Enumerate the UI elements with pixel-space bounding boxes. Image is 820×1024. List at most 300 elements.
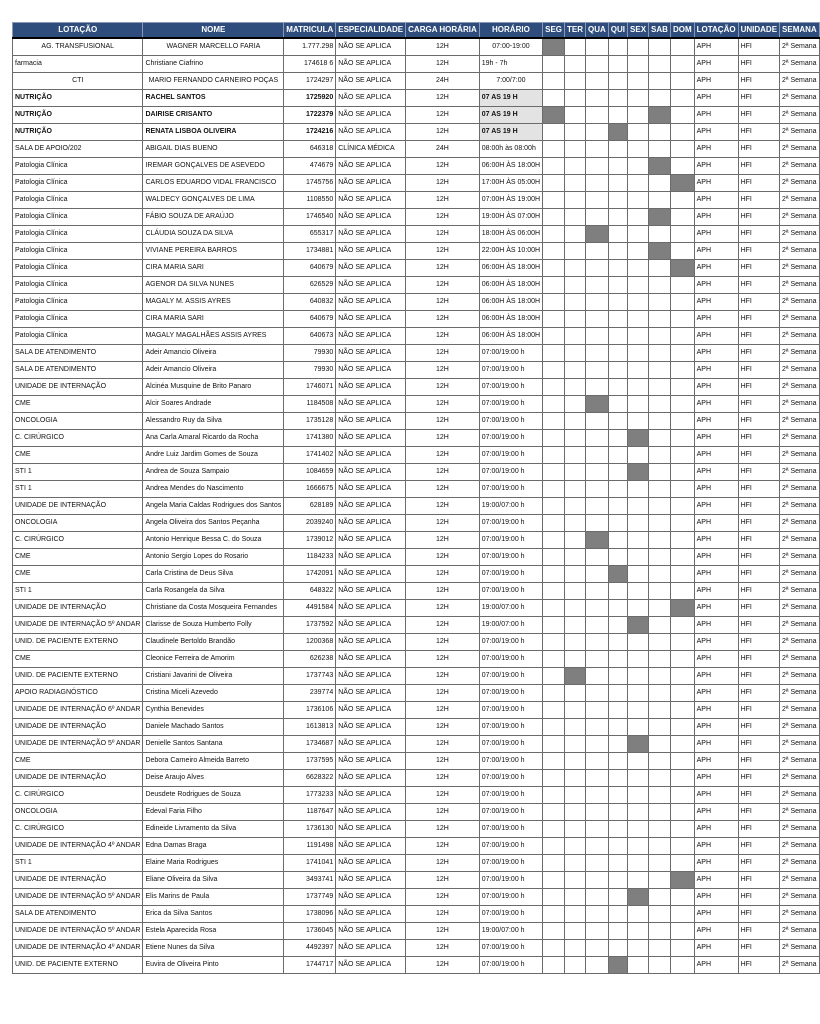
cell-matricula[interactable]: 1736106 (284, 702, 336, 719)
cell-matricula[interactable]: 1742091 (284, 566, 336, 583)
cell-especialidade[interactable]: NÃO SE APLICA (336, 532, 406, 549)
cell-day-qui[interactable] (608, 158, 627, 175)
cell-especialidade[interactable]: NÃO SE APLICA (336, 753, 406, 770)
cell-day-qui[interactable] (608, 855, 627, 872)
cell-lotacao-2[interactable]: APH (694, 957, 738, 974)
cell-lotacao-2[interactable]: APH (694, 889, 738, 906)
cell-day-ter[interactable] (565, 38, 586, 56)
cell-especialidade[interactable]: NÃO SE APLICA (336, 175, 406, 192)
cell-unidade[interactable]: HFI (738, 175, 779, 192)
cell-day-sab[interactable] (649, 447, 671, 464)
cell-especialidade[interactable]: NÃO SE APLICA (336, 209, 406, 226)
cell-especialidade[interactable]: NÃO SE APLICA (336, 923, 406, 940)
cell-especialidade[interactable]: NÃO SE APLICA (336, 685, 406, 702)
cell-day-sex[interactable] (628, 209, 649, 226)
cell-day-qua[interactable] (586, 685, 609, 702)
cell-day-seg[interactable] (543, 481, 565, 498)
cell-day-seg[interactable] (543, 906, 565, 923)
cell-day-qua[interactable] (586, 311, 609, 328)
cell-unidade[interactable]: HFI (738, 940, 779, 957)
cell-unidade[interactable]: HFI (738, 855, 779, 872)
cell-semana[interactable]: 2ª Semana (780, 566, 820, 583)
cell-carga-horaria[interactable]: 12H (406, 345, 480, 362)
cell-day-sab[interactable] (649, 345, 671, 362)
cell-day-sab[interactable] (649, 379, 671, 396)
cell-day-seg[interactable] (543, 362, 565, 379)
table-row[interactable] (13, 668, 820, 685)
cell-semana[interactable]: 2ª Semana (780, 651, 820, 668)
cell-day-qui[interactable] (608, 668, 627, 685)
cell-day-sab[interactable] (649, 787, 671, 804)
cell-matricula[interactable]: 1739012 (284, 532, 336, 549)
table-row[interactable] (13, 56, 820, 73)
cell-day-sex[interactable] (628, 481, 649, 498)
cell-unidade[interactable]: HFI (738, 821, 779, 838)
cell-day-sex[interactable] (628, 243, 649, 260)
cell-lotacao-2[interactable]: APH (694, 243, 738, 260)
cell-day-qua[interactable] (586, 872, 609, 889)
cell-semana[interactable]: 2ª Semana (780, 838, 820, 855)
cell-lotacao[interactable]: Patologia Clínica (13, 294, 143, 311)
cell-semana[interactable]: 2ª Semana (780, 532, 820, 549)
cell-day-dom[interactable] (670, 600, 694, 617)
cell-day-sab[interactable] (649, 753, 671, 770)
cell-day-sab[interactable] (649, 770, 671, 787)
cell-matricula[interactable]: 1737592 (284, 617, 336, 634)
cell-lotacao[interactable]: SALA DE ATENDIMENTO (13, 345, 143, 362)
cell-day-dom[interactable] (670, 124, 694, 141)
cell-especialidade[interactable]: NÃO SE APLICA (336, 787, 406, 804)
cell-nome[interactable]: Christiane Ciafrino (143, 56, 284, 73)
cell-carga-horaria[interactable]: 12H (406, 158, 480, 175)
cell-day-sex[interactable] (628, 430, 649, 447)
table-row[interactable] (13, 719, 820, 736)
cell-day-sex[interactable] (628, 617, 649, 634)
cell-unidade[interactable]: HFI (738, 617, 779, 634)
cell-day-qua[interactable] (586, 481, 609, 498)
cell-horario[interactable]: 07:00/19:00 h (479, 770, 542, 787)
cell-lotacao-2[interactable]: APH (694, 753, 738, 770)
cell-day-dom[interactable] (670, 668, 694, 685)
cell-day-ter[interactable] (565, 838, 586, 855)
cell-carga-horaria[interactable]: 12H (406, 923, 480, 940)
cell-especialidade[interactable]: NÃO SE APLICA (336, 838, 406, 855)
cell-lotacao[interactable]: CME (13, 566, 143, 583)
table-row[interactable] (13, 209, 820, 226)
cell-day-dom[interactable] (670, 549, 694, 566)
cell-carga-horaria[interactable]: 12H (406, 515, 480, 532)
cell-day-dom[interactable] (670, 957, 694, 974)
cell-horario[interactable]: 19h - 7h (479, 56, 542, 73)
cell-day-qui[interactable] (608, 872, 627, 889)
cell-day-qui[interactable] (608, 379, 627, 396)
cell-day-sex[interactable] (628, 124, 649, 141)
cell-lotacao[interactable]: NUTRIÇÃO (13, 107, 143, 124)
cell-semana[interactable]: 2ª Semana (780, 209, 820, 226)
cell-carga-horaria[interactable]: 12H (406, 413, 480, 430)
cell-matricula[interactable]: 1736045 (284, 923, 336, 940)
cell-day-ter[interactable] (565, 481, 586, 498)
cell-especialidade[interactable]: NÃO SE APLICA (336, 379, 406, 396)
cell-matricula[interactable]: 1737743 (284, 668, 336, 685)
table-row[interactable] (13, 532, 820, 549)
cell-lotacao[interactable]: ONCOLOGIA (13, 413, 143, 430)
cell-carga-horaria[interactable]: 12H (406, 906, 480, 923)
cell-day-sex[interactable] (628, 923, 649, 940)
cell-day-sab[interactable] (649, 430, 671, 447)
cell-day-dom[interactable] (670, 498, 694, 515)
table-row[interactable] (13, 73, 820, 90)
cell-unidade[interactable]: HFI (738, 73, 779, 90)
cell-lotacao[interactable]: STI 1 (13, 464, 143, 481)
cell-nome[interactable]: Andre Luiz Jardim Gomes de Souza (143, 447, 284, 464)
cell-horario[interactable]: 07:00/19:00 h (479, 940, 542, 957)
cell-day-dom[interactable] (670, 872, 694, 889)
cell-horario[interactable]: 07:00/19:00 h (479, 464, 542, 481)
cell-nome[interactable]: Alcir Soares Andrade (143, 396, 284, 413)
col-carga-horaria[interactable]: CARGA HORÁRIA (406, 23, 480, 39)
cell-day-qui[interactable] (608, 447, 627, 464)
cell-horario[interactable]: 07 AS 19 H (479, 124, 542, 141)
cell-day-seg[interactable] (543, 821, 565, 838)
cell-lotacao-2[interactable]: APH (694, 38, 738, 56)
table-row[interactable] (13, 940, 820, 957)
cell-unidade[interactable]: HFI (738, 158, 779, 175)
cell-lotacao-2[interactable]: APH (694, 464, 738, 481)
cell-lotacao[interactable]: farmacia (13, 56, 143, 73)
cell-carga-horaria[interactable]: 12H (406, 362, 480, 379)
cell-especialidade[interactable]: CLÍNICA MÉDICA (336, 141, 406, 158)
cell-especialidade[interactable]: NÃO SE APLICA (336, 481, 406, 498)
table-row[interactable] (13, 124, 820, 141)
cell-carga-horaria[interactable]: 12H (406, 124, 480, 141)
cell-unidade[interactable]: HFI (738, 668, 779, 685)
cell-lotacao-2[interactable]: APH (694, 73, 738, 90)
cell-carga-horaria[interactable]: 12H (406, 311, 480, 328)
cell-day-seg[interactable] (543, 430, 565, 447)
cell-matricula[interactable]: 1745756 (284, 175, 336, 192)
cell-horario[interactable]: 07:00/19:00 h (479, 583, 542, 600)
table-row[interactable] (13, 396, 820, 413)
cell-day-dom[interactable] (670, 73, 694, 90)
cell-nome[interactable]: DAIRISE CRISANTO (143, 107, 284, 124)
cell-day-qui[interactable] (608, 821, 627, 838)
cell-lotacao-2[interactable]: APH (694, 277, 738, 294)
table-row[interactable] (13, 328, 820, 345)
cell-horario[interactable]: 07:00/19:00 h (479, 753, 542, 770)
cell-day-seg[interactable] (543, 889, 565, 906)
cell-especialidade[interactable]: NÃO SE APLICA (336, 651, 406, 668)
cell-unidade[interactable]: HFI (738, 566, 779, 583)
cell-especialidade[interactable]: NÃO SE APLICA (336, 498, 406, 515)
table-row[interactable] (13, 549, 820, 566)
cell-day-dom[interactable] (670, 566, 694, 583)
cell-nome[interactable]: Deise Araujo Alves (143, 770, 284, 787)
cell-day-sex[interactable] (628, 396, 649, 413)
cell-day-sab[interactable] (649, 736, 671, 753)
cell-matricula[interactable]: 1200368 (284, 634, 336, 651)
cell-matricula[interactable]: 1184508 (284, 396, 336, 413)
cell-day-qua[interactable] (586, 107, 609, 124)
cell-semana[interactable]: 2ª Semana (780, 226, 820, 243)
cell-matricula[interactable]: 1734881 (284, 243, 336, 260)
cell-unidade[interactable]: HFI (738, 430, 779, 447)
cell-nome[interactable]: Christiane da Costa Mosqueira Fernandes (143, 600, 284, 617)
cell-nome[interactable]: IREMAR GONÇALVES DE ASEVEDO (143, 158, 284, 175)
cell-day-sab[interactable] (649, 600, 671, 617)
cell-semana[interactable]: 2ª Semana (780, 634, 820, 651)
cell-lotacao-2[interactable]: APH (694, 107, 738, 124)
cell-day-ter[interactable] (565, 617, 586, 634)
cell-unidade[interactable]: HFI (738, 243, 779, 260)
cell-day-dom[interactable] (670, 685, 694, 702)
cell-day-qui[interactable] (608, 481, 627, 498)
cell-semana[interactable]: 2ª Semana (780, 872, 820, 889)
cell-day-qui[interactable] (608, 141, 627, 158)
cell-day-sab[interactable] (649, 634, 671, 651)
cell-day-sex[interactable] (628, 38, 649, 56)
cell-day-sex[interactable] (628, 515, 649, 532)
cell-day-sex[interactable] (628, 498, 649, 515)
cell-day-seg[interactable] (543, 498, 565, 515)
cell-lotacao[interactable]: ONCOLOGIA (13, 515, 143, 532)
cell-horario[interactable]: 07:00/19:00 h (479, 447, 542, 464)
cell-day-dom[interactable] (670, 328, 694, 345)
cell-day-qui[interactable] (608, 804, 627, 821)
cell-semana[interactable]: 2ª Semana (780, 158, 820, 175)
cell-lotacao-2[interactable]: APH (694, 566, 738, 583)
cell-lotacao[interactable]: Patologia Clínica (13, 175, 143, 192)
cell-unidade[interactable]: HFI (738, 804, 779, 821)
cell-day-ter[interactable] (565, 770, 586, 787)
cell-day-sab[interactable] (649, 532, 671, 549)
cell-day-qui[interactable] (608, 923, 627, 940)
cell-horario[interactable]: 06:00H ÀS 18:00H (479, 260, 542, 277)
cell-day-sex[interactable] (628, 736, 649, 753)
cell-horario[interactable]: 07:00/19:00 h (479, 668, 542, 685)
cell-day-qui[interactable] (608, 192, 627, 209)
cell-day-seg[interactable] (543, 753, 565, 770)
col-seg[interactable]: SEG (543, 23, 565, 39)
cell-day-dom[interactable] (670, 583, 694, 600)
table-row[interactable] (13, 345, 820, 362)
cell-day-seg[interactable] (543, 38, 565, 56)
cell-horario[interactable]: 06:00H ÀS 18:00H (479, 294, 542, 311)
cell-semana[interactable]: 2ª Semana (780, 583, 820, 600)
cell-day-qua[interactable] (586, 430, 609, 447)
cell-lotacao-2[interactable]: APH (694, 345, 738, 362)
cell-semana[interactable]: 2ª Semana (780, 90, 820, 107)
cell-horario[interactable]: 18:00H ÀS 06:00H (479, 226, 542, 243)
col-unidade[interactable]: UNIDADE (738, 23, 779, 39)
cell-day-qui[interactable] (608, 328, 627, 345)
table-row[interactable] (13, 311, 820, 328)
cell-lotacao[interactable]: UNIDADE DE INTERNAÇÃO 4º ANDAR (13, 940, 143, 957)
cell-semana[interactable]: 2ª Semana (780, 447, 820, 464)
cell-horario[interactable]: 08:00h às 08:00h (479, 141, 542, 158)
cell-matricula[interactable]: 4491584 (284, 600, 336, 617)
cell-day-dom[interactable] (670, 617, 694, 634)
cell-matricula[interactable]: 640679 (284, 311, 336, 328)
cell-matricula[interactable]: 6628322 (284, 770, 336, 787)
cell-lotacao-2[interactable]: APH (694, 515, 738, 532)
cell-lotacao[interactable]: CTI (13, 73, 143, 90)
cell-lotacao[interactable]: UNIDADE DE INTERNAÇÃO 5º ANDAR (13, 889, 143, 906)
cell-day-qui[interactable] (608, 600, 627, 617)
cell-carga-horaria[interactable]: 12H (406, 617, 480, 634)
cell-nome[interactable]: Estela Aparecida Rosa (143, 923, 284, 940)
cell-day-qua[interactable] (586, 90, 609, 107)
table-row[interactable] (13, 294, 820, 311)
cell-unidade[interactable]: HFI (738, 719, 779, 736)
cell-lotacao[interactable]: CME (13, 447, 143, 464)
cell-matricula[interactable]: 1737595 (284, 753, 336, 770)
cell-nome[interactable]: ABIGAIL DIAS BUENO (143, 141, 284, 158)
cell-especialidade[interactable]: NÃO SE APLICA (336, 328, 406, 345)
cell-lotacao-2[interactable]: APH (694, 923, 738, 940)
table-row[interactable] (13, 107, 820, 124)
cell-nome[interactable]: FÁBIO SOUZA DE ARAÚJO (143, 209, 284, 226)
cell-day-sab[interactable] (649, 175, 671, 192)
cell-especialidade[interactable]: NÃO SE APLICA (336, 345, 406, 362)
cell-nome[interactable]: Adeir Amancio Oliveira (143, 362, 284, 379)
cell-lotacao[interactable]: UNIDADE DE INTERNAÇÃO (13, 770, 143, 787)
cell-day-qui[interactable] (608, 515, 627, 532)
col-ter[interactable]: TER (565, 23, 586, 39)
cell-day-qua[interactable] (586, 362, 609, 379)
cell-matricula[interactable]: 1.777.298 (284, 38, 336, 56)
cell-day-ter[interactable] (565, 328, 586, 345)
cell-lotacao[interactable]: UNIDADE DE INTERNAÇÃO (13, 872, 143, 889)
cell-day-ter[interactable] (565, 141, 586, 158)
cell-day-sex[interactable] (628, 379, 649, 396)
cell-unidade[interactable]: HFI (738, 872, 779, 889)
cell-day-seg[interactable] (543, 549, 565, 566)
cell-nome[interactable]: Carla Cristina de Deus Silva (143, 566, 284, 583)
table-row[interactable] (13, 634, 820, 651)
cell-unidade[interactable]: HFI (738, 447, 779, 464)
cell-day-seg[interactable] (543, 56, 565, 73)
cell-day-sab[interactable] (649, 872, 671, 889)
cell-especialidade[interactable]: NÃO SE APLICA (336, 56, 406, 73)
cell-semana[interactable]: 2ª Semana (780, 600, 820, 617)
table-row[interactable] (13, 770, 820, 787)
cell-lotacao-2[interactable]: APH (694, 141, 738, 158)
cell-nome[interactable]: Claudinele Bertoldo Brandão (143, 634, 284, 651)
table-row[interactable] (13, 243, 820, 260)
cell-nome[interactable]: Carla Rosangela da Silva (143, 583, 284, 600)
cell-lotacao-2[interactable]: APH (694, 192, 738, 209)
cell-day-dom[interactable] (670, 889, 694, 906)
cell-day-sex[interactable] (628, 311, 649, 328)
cell-day-sab[interactable] (649, 141, 671, 158)
cell-day-qui[interactable] (608, 753, 627, 770)
table-row[interactable] (13, 362, 820, 379)
cell-carga-horaria[interactable]: 12H (406, 294, 480, 311)
cell-matricula[interactable]: 640673 (284, 328, 336, 345)
cell-day-sex[interactable] (628, 940, 649, 957)
cell-matricula[interactable]: 1613813 (284, 719, 336, 736)
cell-lotacao[interactable]: C. CIRÚRGICO (13, 821, 143, 838)
cell-lotacao-2[interactable]: APH (694, 311, 738, 328)
cell-day-qui[interactable] (608, 243, 627, 260)
cell-semana[interactable]: 2ª Semana (780, 957, 820, 974)
cell-day-qua[interactable] (586, 192, 609, 209)
cell-day-seg[interactable] (543, 209, 565, 226)
cell-carga-horaria[interactable]: 12H (406, 107, 480, 124)
cell-horario[interactable]: 07:00/19:00 h (479, 838, 542, 855)
cell-nome[interactable]: Euvira de Oliveira Pinto (143, 957, 284, 974)
cell-semana[interactable]: 2ª Semana (780, 617, 820, 634)
cell-day-ter[interactable] (565, 532, 586, 549)
cell-day-qua[interactable] (586, 260, 609, 277)
cell-day-sab[interactable] (649, 940, 671, 957)
cell-horario[interactable]: 19:00H ÀS 07:00H (479, 209, 542, 226)
cell-day-dom[interactable] (670, 651, 694, 668)
cell-day-sex[interactable] (628, 90, 649, 107)
cell-day-qui[interactable] (608, 277, 627, 294)
cell-unidade[interactable]: HFI (738, 413, 779, 430)
cell-horario[interactable]: 07:00/19:00 h (479, 702, 542, 719)
cell-day-dom[interactable] (670, 192, 694, 209)
cell-nome[interactable]: Daniele Machado Santos (143, 719, 284, 736)
cell-horario[interactable]: 07:00/19:00 h (479, 532, 542, 549)
cell-lotacao[interactable]: ONCOLOGIA (13, 804, 143, 821)
cell-especialidade[interactable]: NÃO SE APLICA (336, 634, 406, 651)
cell-matricula[interactable]: 1738096 (284, 906, 336, 923)
cell-horario[interactable]: 22:00H ÀS 10:00H (479, 243, 542, 260)
cell-day-sex[interactable] (628, 158, 649, 175)
cell-day-qua[interactable] (586, 668, 609, 685)
cell-especialidade[interactable]: NÃO SE APLICA (336, 957, 406, 974)
cell-day-qui[interactable] (608, 583, 627, 600)
cell-especialidade[interactable]: NÃO SE APLICA (336, 107, 406, 124)
cell-day-sab[interactable] (649, 549, 671, 566)
cell-carga-horaria[interactable]: 12H (406, 736, 480, 753)
cell-lotacao[interactable]: Patologia Clínica (13, 243, 143, 260)
cell-semana[interactable]: 2ª Semana (780, 107, 820, 124)
cell-matricula[interactable]: 79930 (284, 362, 336, 379)
cell-matricula[interactable]: 1773233 (284, 787, 336, 804)
cell-day-ter[interactable] (565, 498, 586, 515)
cell-unidade[interactable]: HFI (738, 141, 779, 158)
cell-semana[interactable]: 2ª Semana (780, 379, 820, 396)
cell-day-sab[interactable] (649, 957, 671, 974)
cell-matricula[interactable]: 626529 (284, 277, 336, 294)
cell-nome[interactable]: Debora Carneiro Almeida Barreto (143, 753, 284, 770)
cell-semana[interactable]: 2ª Semana (780, 311, 820, 328)
cell-day-sex[interactable] (628, 73, 649, 90)
cell-day-qua[interactable] (586, 906, 609, 923)
cell-day-dom[interactable] (670, 447, 694, 464)
col-qua[interactable]: QUA (586, 23, 609, 39)
cell-nome[interactable]: Cristiani Javarini de Oliveira (143, 668, 284, 685)
cell-especialidade[interactable]: NÃO SE APLICA (336, 413, 406, 430)
cell-lotacao[interactable]: UNIDADE DE INTERNAÇÃO 6º ANDAR (13, 702, 143, 719)
cell-especialidade[interactable]: NÃO SE APLICA (336, 277, 406, 294)
cell-day-ter[interactable] (565, 872, 586, 889)
col-sab[interactable]: SAB (649, 23, 671, 39)
cell-lotacao[interactable]: UNIDADE DE INTERNAÇÃO (13, 719, 143, 736)
cell-matricula[interactable]: 1736130 (284, 821, 336, 838)
cell-day-qua[interactable] (586, 328, 609, 345)
cell-day-seg[interactable] (543, 396, 565, 413)
cell-carga-horaria[interactable]: 12H (406, 260, 480, 277)
cell-day-ter[interactable] (565, 889, 586, 906)
cell-unidade[interactable]: HFI (738, 56, 779, 73)
cell-day-ter[interactable] (565, 787, 586, 804)
table-row[interactable] (13, 872, 820, 889)
